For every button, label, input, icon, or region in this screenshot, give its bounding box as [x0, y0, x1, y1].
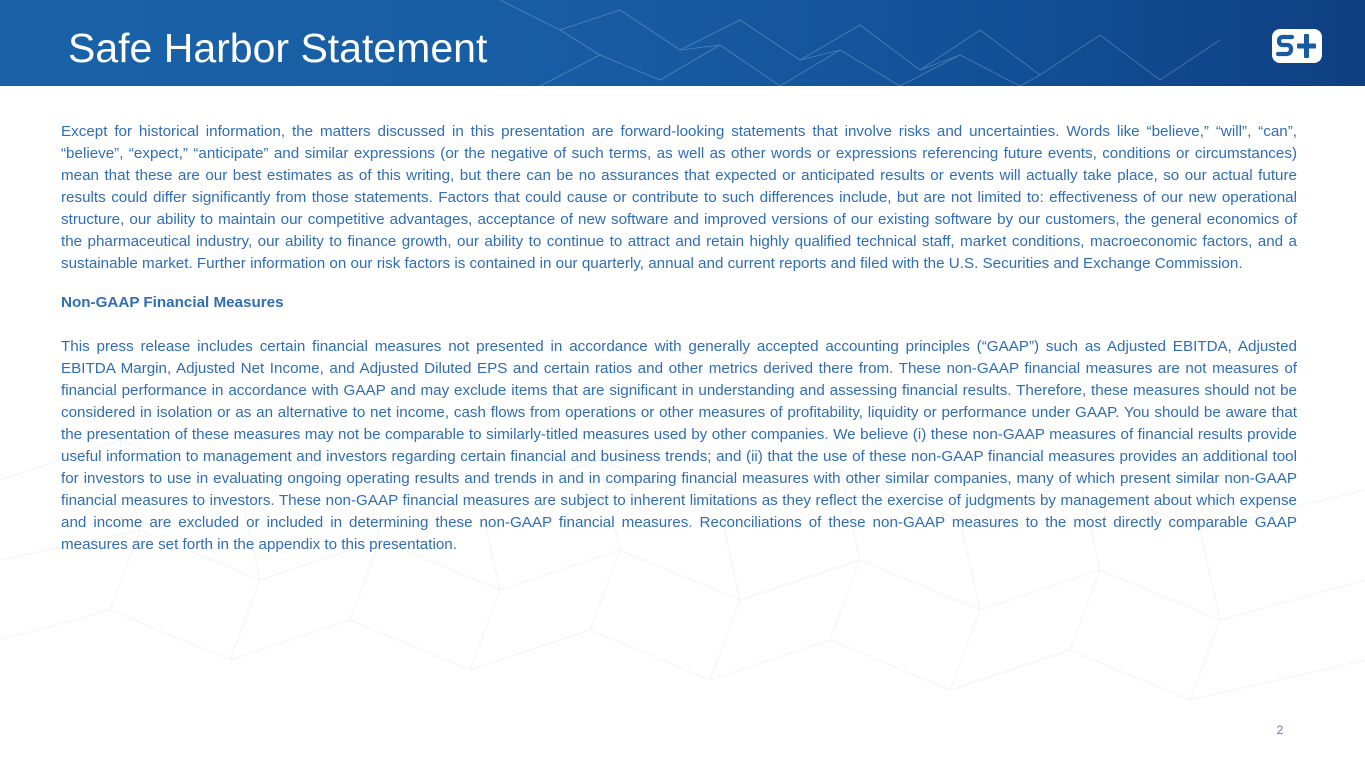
non-gaap-heading: Non-GAAP Financial Measures: [61, 294, 284, 311]
page-number: 2: [1276, 723, 1284, 737]
header-banner: [0, 0, 1365, 86]
main-content: [61, 121, 1297, 556]
safe-harbor-paragraph: Except for historical information, the matters discussed in this presentation are forward-looking statements that involve risks and uncertainties. Words like “believe,” “will”, “can”, “believe”, “expect,” “anticipate” and similar expressions (or the negative of such terms, as well as other words or expressions referencing future events, conditions or circumstances) mean that these are our best estimates as of this writing, but there can be no assurances that expected or anticipated results or events will actually take place, so our actual future results could differ significantly from those statements. Factors that could cause or contribute to such differences include, but are not limited to: effectiveness of our new operational structure, our ability to maintain our competitive advantages, acceptance of new software and improved versions of our existing software by our customers, the general economics of the pharmaceutical industry, our ability to finance growth, our ability to continue to attract and retain highly qualified technical staff, market conditions, macroeconomic factors, and a sustainable market. Further information on our risk factors is contained in our quarterly, annual and current reports and filed with the U.S. Securities and Exchange Commission.: [61, 123, 1297, 272]
simulations-plus-logo-icon: [1271, 28, 1323, 64]
page-title: Safe Harbor Statement: [68, 25, 488, 71]
non-gaap-paragraph: This press release includes certain financial measures not presented in accordance with generally accepted accounting principles (“GAAP”) such as Adjusted EBITDA, Adjusted EBITDA Margin, Adjusted Net Income, and Adjusted Diluted EPS and certain ratios and other metrics derived there from. These non-GAAP financial measures are not measures of financial performance in accordance with GAAP and may exclude items that are significant in understanding and assessing financial results. Therefore, these measures should not be considered in isolation or as an alternative to net income, cash flows from operations or other measures of profitability, liquidity or performance under GAAP. You should be aware that the presentation of these measures may not be comparable to similarly-titled measures used by other companies. We believe (i) these non-GAAP measures of financial results provide useful information to management and investors regarding certain financial and business trends; and (ii) that the use of these non-GAAP financial measures provides an additional tool for investors to use in evaluating ongoing operating results and trends in and in comparing financial measures with other similar companies, many of which present similar non-GAAP financial measures to investors. These non-GAAP financial measures are subject to inherent limitations as they reflect the exercise of judgments by management about which expense and income are excluded or included in determining these non-GAAP financial measures. Reconciliations of these non-GAAP measures to the most directly comparable GAAP measures are set forth in the appendix to this presentation.: [61, 338, 1297, 553]
